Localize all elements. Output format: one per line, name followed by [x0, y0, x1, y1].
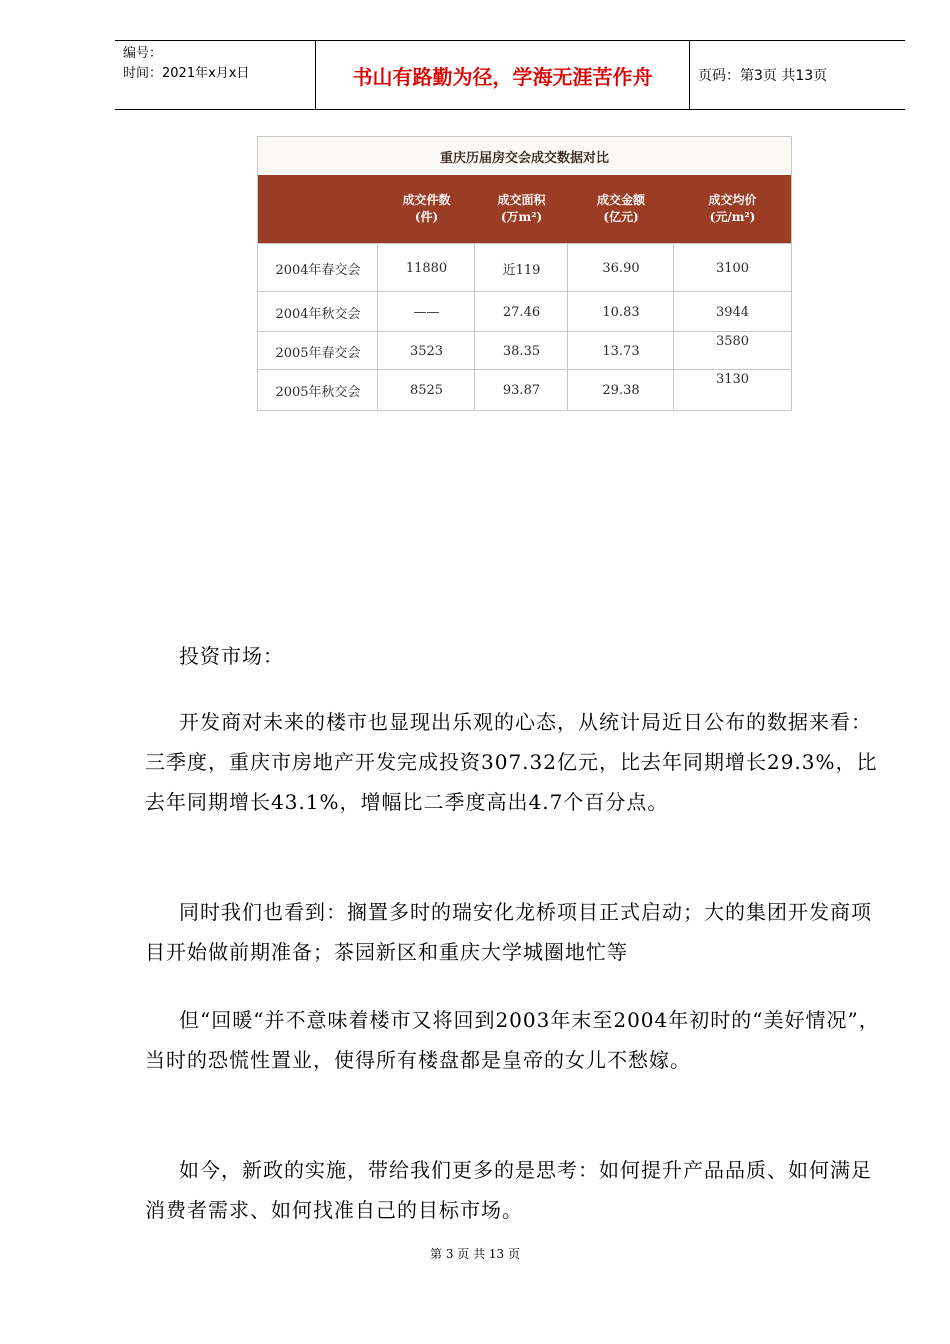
paragraph-new-policy: 如今，新政的实施，带给我们更多的是思考：如何提升产品品质、如何满足消费者需求、如何找准自己的目标市场。 — [145, 1158, 872, 1222]
page-footer: 第 3 页 共 13 页 — [430, 1247, 520, 1261]
col-header-count: 成交件数 (件) — [402, 193, 451, 224]
cell-area: 近119 — [502, 262, 541, 278]
header-meta — [115, 41, 316, 109]
paragraph-recovery: 但“回暖“并不意味着楼市又将回到2003年末至2004年初时的“美好情况”，当时的恐慌性置业，使得所有楼盘都是皇帝的女儿不愁嫁。 — [145, 1008, 880, 1072]
table-row — [258, 331, 791, 370]
col-header-amount: 成交金额 (亿元) — [596, 193, 645, 224]
paragraph-developer-outlook: 开发商对未来的楼市也显现出乐观的心态，从统计局近日公布的数据来看：三季度，重庆市房地产开发完成投资307.32亿元，比去年同期增长29.3%，比去年同期增长43.1%，增幅比二季度高出4.7个百分点。 — [145, 710, 878, 814]
doc-number-label: 编号： — [123, 46, 163, 61]
table-row — [258, 291, 791, 332]
cell-amount: 29.38 — [602, 383, 640, 398]
cell-amount: 36.90 — [602, 260, 640, 276]
table-row — [258, 243, 791, 292]
table-header — [258, 175, 791, 243]
cell-count: —— — [413, 304, 440, 320]
table-divider — [673, 243, 674, 410]
cell-price: 3944 — [715, 304, 750, 320]
cell-count: 8525 — [409, 383, 444, 398]
col-header-area: 成交面积 (万m²) — [497, 193, 546, 224]
table-divider — [377, 243, 378, 410]
cell-price: 3580 — [715, 334, 750, 349]
cell-price: 3100 — [715, 260, 750, 276]
cell-count: 11880 — [405, 260, 448, 276]
header-page-label: 页码：第3页 共13页 — [698, 68, 828, 84]
header-motto: 书山有路勤为径，学海无涯苦作舟 — [316, 41, 690, 109]
row-name: 2005年秋交会 — [275, 385, 361, 400]
table-divider — [474, 243, 475, 410]
row-name: 2004年秋交会 — [275, 306, 361, 322]
row-name: 2004年春交会 — [275, 262, 361, 278]
col-header-price: 成交均价 (元/m²) — [708, 193, 757, 224]
row-name: 2005年春交会 — [275, 345, 361, 361]
cell-price: 3130 — [715, 372, 750, 387]
cell-count: 3523 — [409, 343, 444, 359]
cell-area: 27.46 — [502, 304, 541, 320]
page-header — [115, 40, 905, 110]
doc-time-label: 时间：2021年x月x日 — [123, 66, 250, 81]
cell-amount: 10.83 — [602, 304, 640, 320]
cell-amount: 13.73 — [602, 343, 640, 359]
table-title: 重庆历届房交会成交数据对比 — [258, 137, 791, 175]
deal-data-table — [257, 136, 792, 411]
table-row — [258, 369, 791, 411]
section-heading-investment: 投资市场： — [179, 644, 284, 668]
table-divider — [567, 243, 568, 410]
cell-area: 93.87 — [502, 383, 541, 398]
cell-area: 38.35 — [502, 343, 541, 359]
paragraph-projects: 同时我们也看到：搁置多时的瑞安化龙桥项目正式启动；大的集团开发商项目开始做前期准备；茶园新区和重庆大学城圈地忙等 — [145, 900, 872, 964]
